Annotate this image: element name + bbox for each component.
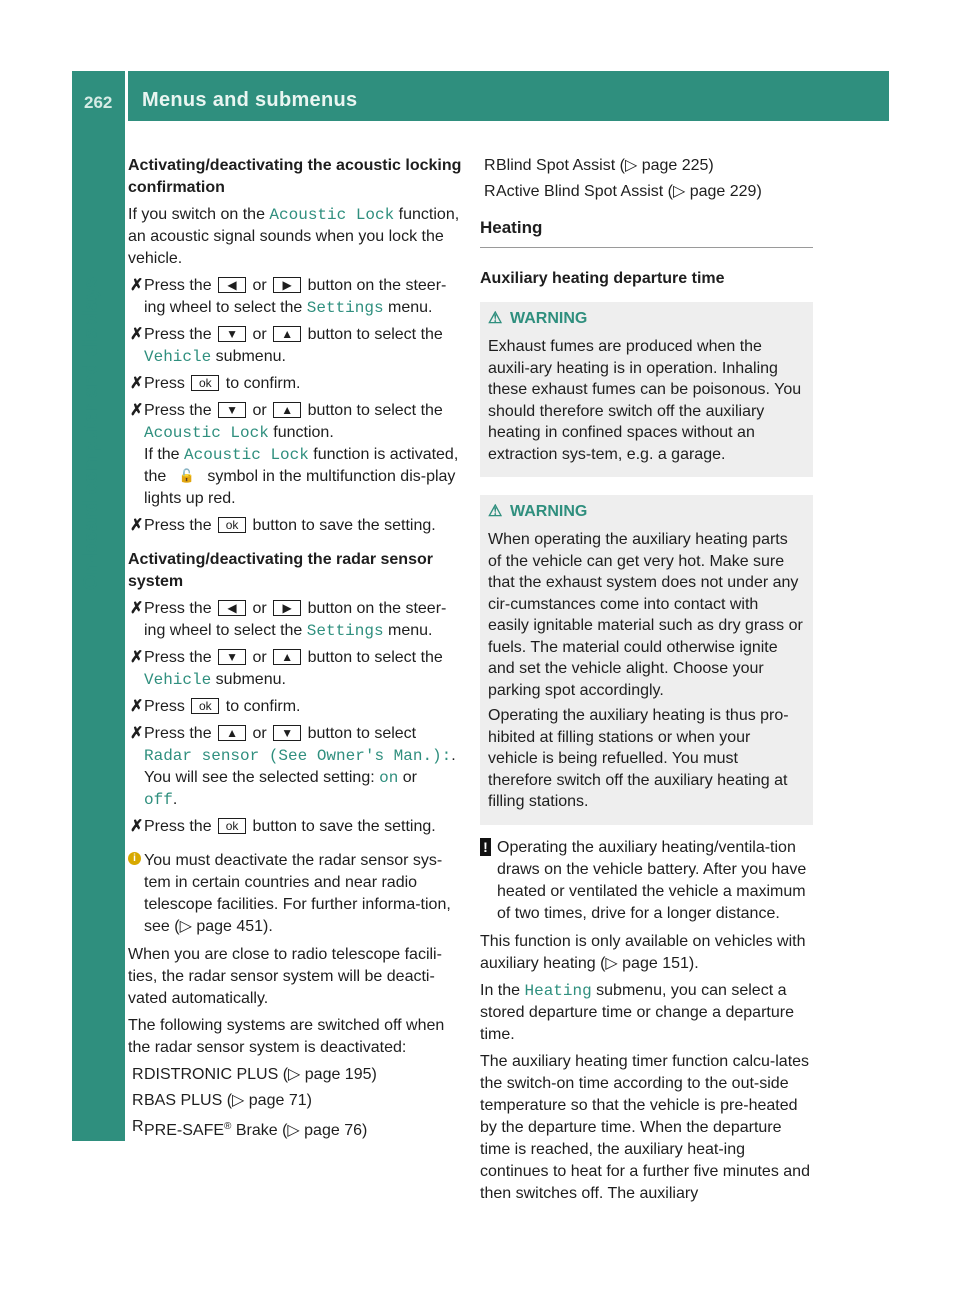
warning-text: Operating the auxiliary heating is thus pro-hibited at filling stations or when your vehicle is being refuelled. You must therefore switch off the auxiliary heating at filling stations. [488,707,789,810]
step-arrow-icon: ✗ [130,517,144,534]
section-heading-acoustic: Activating/deactivating the acoustic locking confirmation [128,157,462,196]
page-number: 262 [84,93,113,112]
bullet-icon: R [132,1066,144,1083]
step-arrow-icon: ✗ [130,277,144,294]
paragraph-in-the: In the Heating submenu, you can select a stored departure time or change a departure time. [480,981,794,1043]
left-key-icon: ◀ [218,277,246,293]
down-key-icon: ▼ [218,326,246,342]
step-arrow-icon: ✗ [130,600,144,617]
section-heading-heating: Heating [480,218,543,237]
info-icon: i [128,852,141,865]
step-item: ✗ Press the ▼ or ▲ button to select the Acoustic Lock function. If the Acoustic Lock function is activated, the 🔓 symbol in the multifunction dis-play lights up red. [130,402,459,507]
step-arrow-icon: ✗ [130,326,144,343]
warning-label: WARNING [510,310,588,327]
paragraph-timer: The auxiliary heating timer function calcu-lates the switch-on time according to the out-side temperature so that the vehicle is pre-heated by the departure time. When the departure time is reached, the auxiliary heat-ing continues to heat for a further five minutes and then switches off. The auxiliary [480,1052,810,1202]
warning-text: When operating the auxiliary heating parts of the vehicle can get very hot. Make sure that the exhaust system does not under any cir-cumstances come into contact with easily ignitable material such as dry grass or fuels. The material could otherwise ignite and set the vehicle alight. Choose your parking spot accordingly. [488,531,803,699]
list-item: R Blind Spot Assist (▷ page 225) [480,155,813,177]
bullet-icon: R [484,183,496,200]
step-item: ✗ Press the ◀ or ▶ button on the steer-ing wheel to select the Settings menu. [130,277,447,317]
ok-key-icon: ok [191,698,219,714]
list-item: R BAS PLUS (▷ page 71) [128,1090,462,1112]
warning-icon: ⚠ [488,503,503,520]
step-item: ✗ Press the ◀ or ▶ button on the steer-ing wheel to select the Settings menu. [130,600,447,640]
subheading-aux: Auxiliary heating departure time [480,270,725,287]
paragraph-following: The following systems are switched off when the radar sensor system is deactivated: [128,1017,445,1056]
info-note: i You must deactivate the radar sensor sys-tem in certain countries and near radio telescope facilities. For further informa-tion, see (▷ page 451). [128,850,462,938]
warning-box [480,495,813,825]
right-key-icon: ▶ [273,600,301,616]
paragraph-close: When you are close to radio telescope facili-ties, the radar sensor system will be deacti-vated automatically. [128,946,442,1007]
warning-icon: ⚠ [488,310,503,327]
down-key-icon: ▼ [218,649,246,665]
lock-symbol-icon: 🔓 [178,468,195,483]
page-title: Menus and submenus [142,89,358,111]
down-key-icon: ▼ [218,402,246,418]
step-arrow-icon: ✗ [130,698,144,715]
warning-text: Exhaust fumes are produced when the auxili-ary heating is in operation. Inhaling these exhaust fumes can be poisonous. You should therefore switch off the auxiliary heating in confined spaces without an extraction sys-tem, e.g. a garage. [488,338,802,463]
exclamation-icon: ! [480,838,491,856]
step-arrow-icon: ✗ [130,402,144,419]
up-key-icon: ▲ [273,649,301,665]
header-separator [125,71,128,121]
list-item: R Active Blind Spot Assist (▷ page 229) [480,181,813,203]
ok-key-icon: ok [218,517,246,533]
list-item: R PRE-SAFE® Brake (▷ page 76) [132,1118,368,1139]
side-tab-label: On-board computer and displays [80,276,102,590]
list-item: R DISTRONIC PLUS (▷ page 195) [128,1064,462,1086]
step-item: ✗ Press the ▼ or ▲ button to select the Vehicle submenu. [130,326,443,366]
step-arrow-icon: ✗ [130,818,144,835]
right-column [480,155,813,1210]
step-item: ✗ Press ok to confirm. [128,696,462,718]
step-arrow-icon: ✗ [130,725,144,742]
ok-key-icon: ok [218,818,246,834]
step-item: ✗ Press the ok button to save the setting. [128,816,462,838]
paragraph-acoustic: If you switch on the Acoustic Lock function, an acoustic signal sounds when you lock the vehicle. [128,206,460,267]
bullet-icon: R [484,157,496,174]
heading-rule [480,247,813,248]
caution-note: ! Operating the auxiliary heating/ventila-tion draws on the vehicle battery. After you have heated or ventilated the vehicle a maximum of two times, drive for a longer distance. [480,837,813,925]
step-item: ✗ Press ok to confirm. [128,373,462,395]
up-key-icon: ▲ [273,402,301,418]
paragraph-only: This function is only available on vehicles with auxiliary heating (▷ page 151). [480,932,806,972]
warning-box [480,302,813,477]
up-key-icon: ▲ [218,725,246,741]
left-column [128,155,462,1146]
bullet-icon: R [132,1092,144,1109]
down-key-icon: ▼ [273,725,301,741]
section-heading-radar: Activating/deactivating the radar sensor system [128,551,433,590]
step-item: ✗ Press the ▼ or ▲ button to select the Vehicle submenu. [130,649,443,689]
warning-label: WARNING [510,503,588,520]
step-item: ✗ Press the ok button to save the setting. [128,515,462,537]
ok-key-icon: ok [191,375,219,391]
step-item: ✗ Press the ▲ or ▼ button to select Radar sensor (See Owner's Man.):. You will see the selected setting: on or off. [130,725,456,809]
left-key-icon: ◀ [218,600,246,616]
step-arrow-icon: ✗ [130,375,144,392]
right-key-icon: ▶ [273,277,301,293]
step-arrow-icon: ✗ [130,649,144,666]
up-key-icon: ▲ [273,326,301,342]
bullet-icon: R [132,1118,144,1135]
